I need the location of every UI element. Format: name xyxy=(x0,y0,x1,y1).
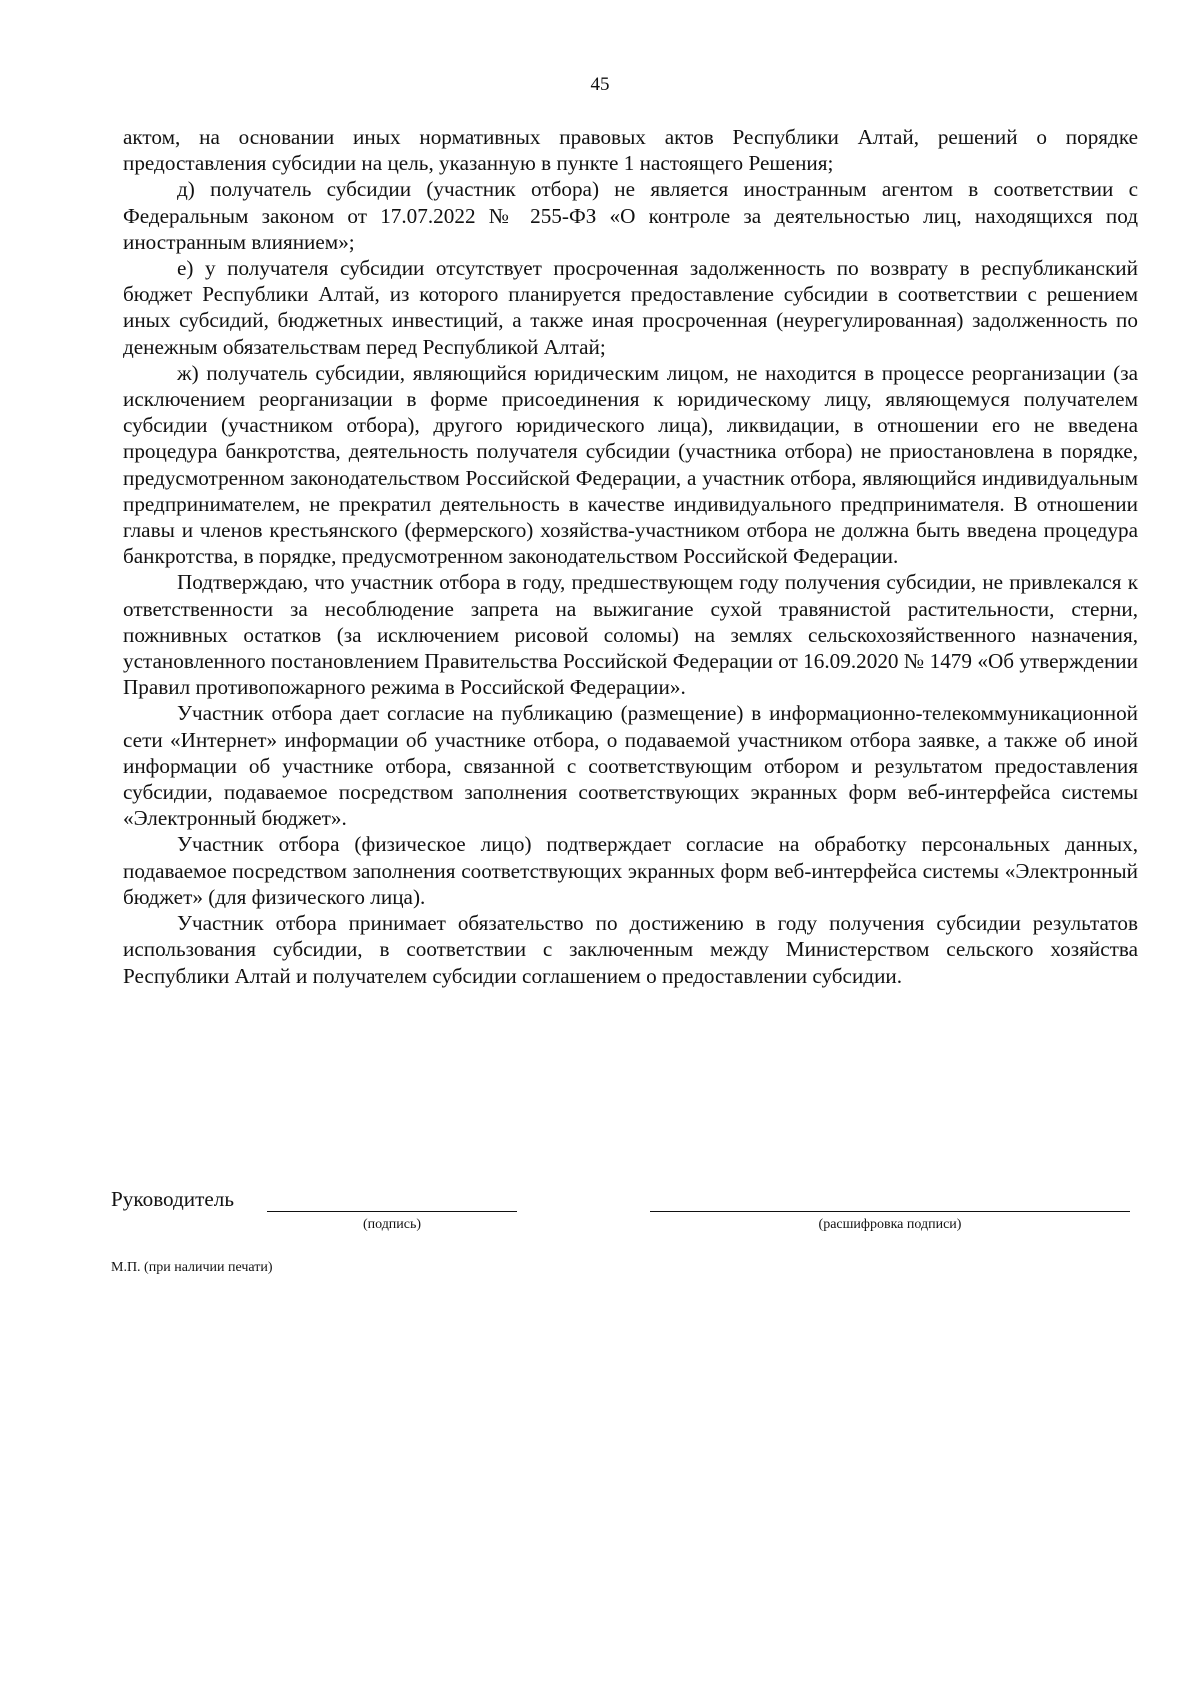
paragraph-5: Подтверждаю, что участник отбора в году, предшествующем году получения субсидии, не привлекался к ответственности за несоблюдение запрета на выжигание сухой травянистой растительности, стерни, пожнивных остатков (за исключением рисовой соломы) на землях сельскохозяйственного назначения, установленного постановлением Правительства Российской Федерации от 16.09.2020 № 1479 «Об утверждении Правил противопожарного режима в Российской Федерации». xyxy=(123,570,1138,700)
paragraph-8: Участник отбора принимает обязательство по достижению в году получения субсидии результатов использования субсидии, в соответствии с заключенным между Министерством сельского хозяйства Республики Алтай и получателем субсидии соглашением о предоставлении субсидии. xyxy=(123,911,1138,988)
signature-caption: (подпись) xyxy=(362,1217,422,1232)
page-number: 45 xyxy=(590,74,610,95)
signature-decoding-caption: (расшифровка подписи) xyxy=(818,1217,962,1232)
paragraph-1: актом, на основании иных нормативных правовых актов Республики Алтай, решений о порядке предоставления субсидии на цель, указанную в пункте 1 настоящего Решения; xyxy=(123,125,1138,176)
paragraph-2: д) получатель субсидии (участник отбора) не является иностранным агентом в соответствии с Федеральным законом от 17.07.2022 № 255-ФЗ «О контроле за деятельностью лиц, находящихся под иностранным влиянием»; xyxy=(123,177,1138,254)
stamp-note: М.П. (при наличии печати) xyxy=(111,1260,273,1275)
signature-label: Руководитель xyxy=(111,1187,235,1211)
paragraph-6: Участник отбора дает согласие на публикацию (размещение) в информационно-телекоммуникационной сети «Интернет» информации об участнике отбора, о подаваемой участником отбора заявке, а также об иной информации об участнике отбора, связанной с соответствующим отбором и результатом предоставления субсидии, подаваемое посредством заполнения соответствующих экранных форм веб-интерфейса системы «Электронный бюджет». xyxy=(123,701,1138,831)
paragraph-7: Участник отбора (физическое лицо) подтверждает согласие на обработку персональных данных, подаваемое посредством заполнения соответствующих экранных форм веб-интерфейса системы «Электронный бюджет» (для физического лица). xyxy=(123,832,1138,909)
paragraph-3: е) у получателя субсидии отсутствует просроченная задолженность по возврату в республиканский бюджет Республики Алтай, из которого планируется предоставление субсидии в соответствии с решением иных субсидий, бюджетных инвестиций, а также иная просроченная (неурегулированная) задолженность по денежным обязательствам перед Республикой Алтай; xyxy=(123,256,1138,359)
signature-line xyxy=(267,1211,517,1212)
document-body xyxy=(123,124,1138,989)
paragraph-4: ж) получатель субсидии, являющийся юридическим лицом, не находится в процессе реорганизации (за исключением реорганизации в форме присоединения к юридическому лицу, являющемуся получателем субсидии (участником отбора), другого юридического лица), ликвидации, в отношении его не введена процедура банкротства, деятельность получателя субсидии (участника отбора) не приостановлена в порядке, предусмотренном законодательством Российской Федерации, а участник отбора, являющийся индивидуальным предпринимателем, не прекратил деятельность в качестве индивидуального предпринимателя. В отношении главы и членов крестьянского (фермерского) хозяйства-участником отбора не должна быть введена процедура банкротства, в порядке, предусмотренном законодательством Российской Федерации. xyxy=(123,360,1138,569)
signature-decoding-line xyxy=(650,1211,1130,1212)
